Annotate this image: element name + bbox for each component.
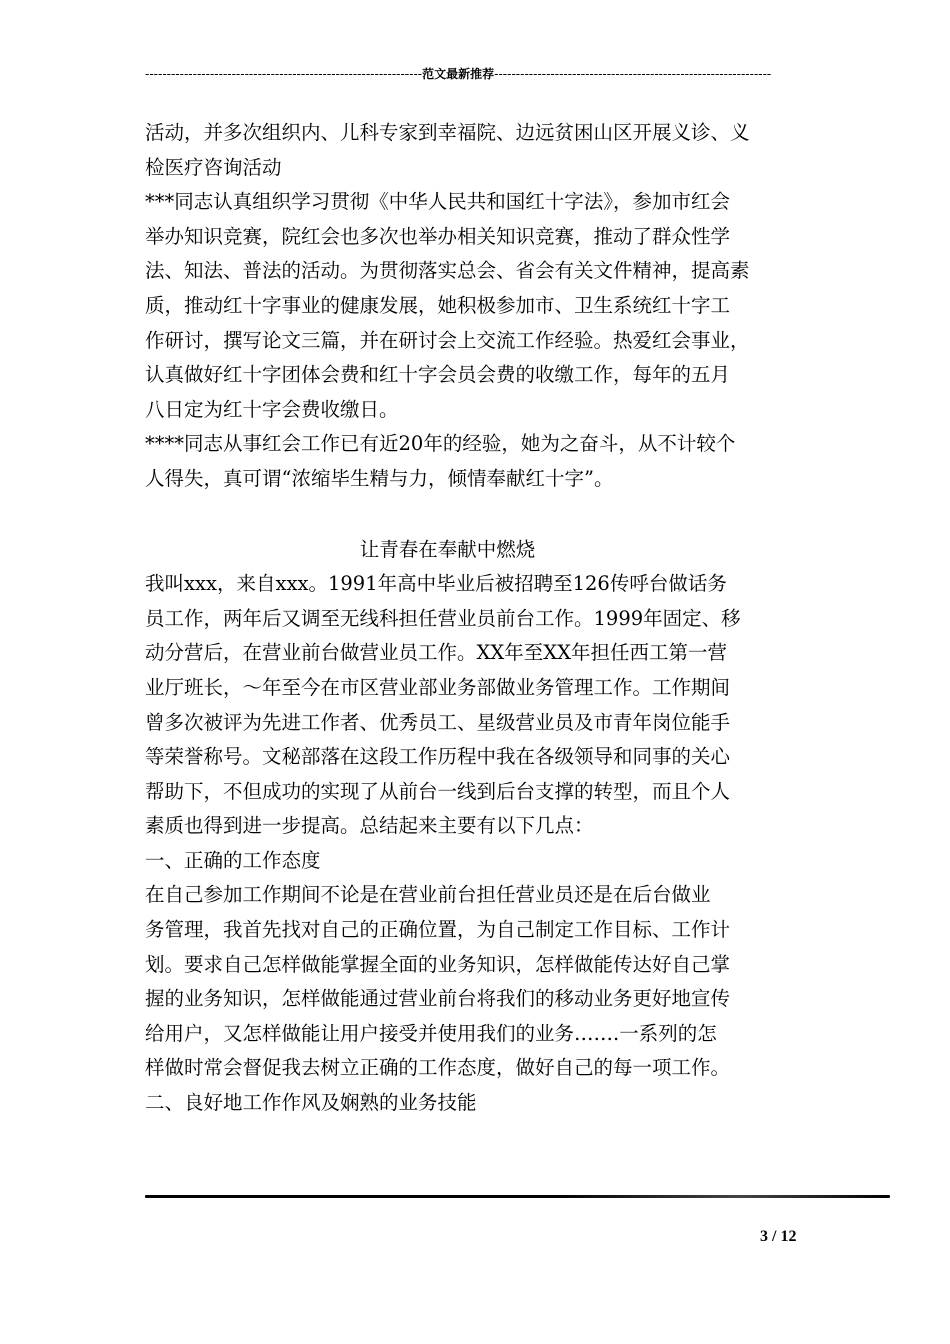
text-line: 八日定为红十字会费收缴日。 <box>145 397 399 421</box>
text-line: ***同志认真组织学习贯彻《中华人民共和国红十字法》，参加市红会 <box>145 190 731 214</box>
text-line: 举办知识竞赛，院红会也多次也举办相关知识竞赛，推动了群众性学 <box>145 224 731 248</box>
text-line: 给用户，又怎样做能让用户接受并使用我们的业务…….一系列的怎 <box>145 1021 717 1045</box>
text-line: 样做时常会督促我去树立正确的工作态度，做好自己的每一项工作。 <box>145 1056 731 1080</box>
text-line: 动分营后，在营业前台做营业员工作。XX年至XX年担任西工第一营 <box>145 641 728 665</box>
text-line: 素质也得到进一步提高。总结起来主要有以下几点： <box>145 814 594 838</box>
text-line: 人得失，真可谓“浓缩毕生精与力，倾情奉献红十字”。 <box>145 466 614 490</box>
text-line: 员工作，两年后又调至无线科担任营业员前台工作。1999年固定、移 <box>145 606 741 630</box>
page-number: 3 / 12 <box>760 1228 797 1245</box>
header-title: 范文最新推荐 <box>422 67 495 81</box>
header-left-dashes: ---------------------------------------------------------------- <box>145 67 423 81</box>
footer-divider <box>145 1195 890 1198</box>
text-line: 我叫xxx，来自xxx。1991年高中毕业后被招聘至126传呼台做话务 <box>145 572 727 596</box>
page-header <box>145 66 795 82</box>
text-line: 检医疗咨询活动 <box>145 155 282 179</box>
subheading-1: 一、正确的工作态度 <box>145 848 321 872</box>
text-line: 认真做好红十字团体会费和红十字会员会费的收缴工作，每年的五月 <box>145 363 731 387</box>
text-line: 划。要求自己怎样做能掌握全面的业务知识，怎样做能传达好自己掌 <box>145 952 731 976</box>
text-line: 握的业务知识，怎样做能通过营业前台将我们的移动业务更好地宣传 <box>145 987 731 1011</box>
text-line: ****同志从事红会工作已有近20年的经验，她为之奋斗，从不计较个 <box>145 432 736 456</box>
text-line: 业厅班长，～年至今在市区营业部业务部做业务管理工作。工作期间 <box>145 675 731 699</box>
text-line: 法、知法、普法的活动。为贯彻落实总会、省会有关文件精神，提高素 <box>145 259 750 283</box>
text-line: 质，推动红十字事业的健康发展，她积极参加市、卫生系统红十字工 <box>145 293 731 317</box>
section-title: 让青春在奉献中燃烧 <box>359 537 536 561</box>
text-line: 务管理，我首先找对自己的正确位置，为自己制定工作目标、工作计 <box>145 918 731 942</box>
paragraph-gap <box>145 497 810 533</box>
text-line: 等荣誉称号。文秘部落在这段工作历程中我在各级领导和同事的关心 <box>145 745 731 769</box>
header-right-dashes: ---------------------------------------------------------------- <box>494 67 772 81</box>
text-line: 在自己参加工作期间不论是在营业前台担任营业员还是在后台做业 <box>145 883 711 907</box>
document-body <box>145 116 810 1121</box>
text-line: 作研讨，撰写论文三篇，并在研讨会上交流工作经验。热爱红会事业， <box>145 328 750 352</box>
text-line: 活动，并多次组织内、儿科专家到幸福院、边远贫困山区开展义诊、义 <box>145 121 750 144</box>
text-line: 帮助下，不但成功的实现了从前台一线到后台支撑的转型，而且个人 <box>145 779 731 803</box>
subheading-2: 二、良好地工作作风及娴熟的业务技能 <box>145 1091 477 1115</box>
text-line: 曾多次被评为先进工作者、优秀员工、星级营业员及市青年岗位能手 <box>145 710 731 734</box>
